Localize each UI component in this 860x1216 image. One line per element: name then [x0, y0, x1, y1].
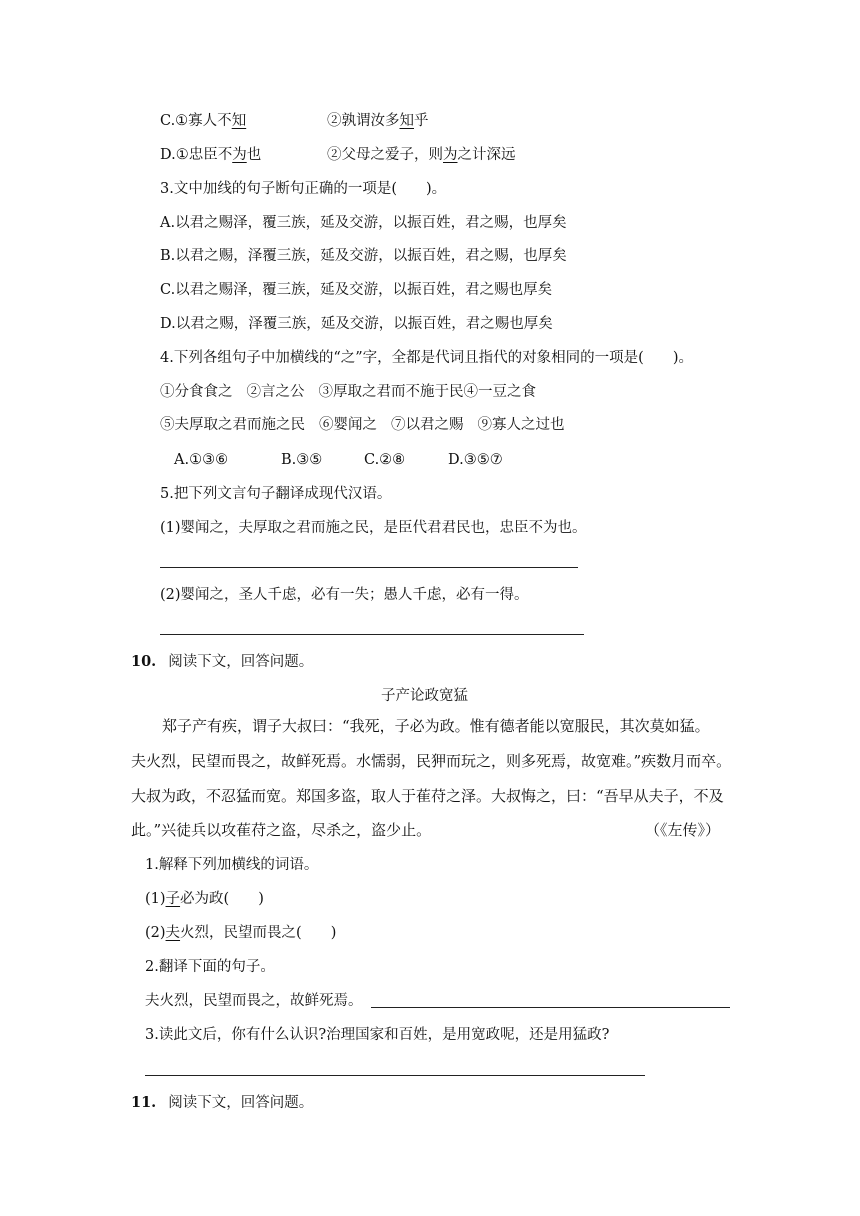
q9-3-stem: 3.文中加线的句子断句正确的一项是( )。	[160, 181, 447, 197]
passage-line: 郑子产有疾，谓子大叔曰：“我死，子必为政。惟有德者能以宽服民，其次莫如猛。	[162, 717, 710, 735]
option-d-line: D.①忠臣不为也 ②父母之爱子，则为之计深远	[160, 147, 516, 163]
question-intro: 阅读下文，回答问题。	[168, 654, 314, 670]
q9-4-stem: 4.下列各组句子中加横线的“之”字，全都是代词且指代的对象相同的一项是( )。	[160, 350, 693, 366]
sentence-item: ③厚取之君而不施于民④一豆之食	[318, 384, 536, 400]
passage-line: 大叔为政，不忍猛而宽。郑国多盗，取人于萑苻之泽。大叔悔之，曰：“吾早从夫子，不及	[131, 787, 724, 805]
q9-5-sentence-2: (2)婴闻之，圣人千虑，必有一失；愚人千虑，必有一得。	[160, 587, 529, 603]
question-intro: 阅读下文，回答问题。	[168, 1095, 314, 1111]
answer-line[interactable]	[145, 1075, 645, 1076]
option-c-part2: ②孰谓汝多知乎	[327, 113, 429, 129]
sentence-item: ⑨寡人之过也	[477, 417, 565, 433]
question-number: 11.	[131, 1094, 157, 1111]
sentence-item: ①分食食之	[160, 384, 233, 400]
q10-2-stem: 2.翻译下面的句子。	[145, 959, 275, 975]
choice-c: C.②⑧	[364, 452, 406, 468]
option-c-part1: C.①寡人不	[160, 113, 232, 129]
answer-line[interactable]	[160, 567, 578, 568]
q9-4-row1	[160, 382, 536, 402]
q10-1-item-2: (2)夫火烈，民望而畏之( )	[145, 925, 337, 941]
question-number: 10.	[131, 653, 157, 670]
choice-a: A.①③⑥	[174, 452, 229, 468]
q9-3-option-b: B.以君之赐，泽覆三族，延及交游，以振百姓，君之赐，也厚矣	[160, 248, 567, 264]
option-c-line	[160, 111, 429, 131]
option-d-part2: ②父母之爱子，则为之计深远	[327, 147, 516, 163]
passage-title: 子产论政宽猛	[381, 688, 468, 704]
passage-line: 夫火烈，民望而畏之，故鲜死焉。水懦弱，民狎而玩之，则多死焉，故宽难。”疾数月而卒。	[131, 752, 732, 770]
sentence-item: ⑦以君之赐	[391, 417, 464, 433]
underlined-word: 知	[231, 113, 247, 129]
passage-source: （《左传》）	[645, 821, 721, 839]
choice-b: B.③⑤	[281, 452, 323, 468]
underlined-word: 知	[399, 113, 414, 129]
underlined-word: 为	[232, 147, 247, 163]
q10-header	[131, 652, 313, 672]
choice-d: D.③⑤⑦	[448, 452, 503, 468]
q9-5-sentence-1: (1)婴闻之，夫厚取之君而施之民，是臣代君君民也，忠臣不为也。	[160, 520, 587, 536]
answer-line[interactable]	[371, 1007, 730, 1008]
q11-header	[131, 1093, 313, 1113]
q10-2-sentence: 夫火烈，民望而畏之，故鲜死焉。	[145, 993, 363, 1009]
q9-3-option-a: A.以君之赐泽，覆三族，延及交游，以振百姓，君之赐，也厚矣	[160, 215, 567, 231]
q10-3-stem: 3.读此文后，你有什么认识?治理国家和百姓，是用宽政呢，还是用猛政?	[145, 1027, 610, 1043]
answer-line[interactable]	[160, 634, 584, 635]
sentence-item: ⑥婴闻之	[319, 417, 377, 433]
q9-3-option-d: D.以君之赐，泽覆三族，延及交游，以振百姓，君之赐也厚矣	[160, 316, 553, 332]
q9-5-stem: 5.把下列文言句子翻译成现代汉语。	[160, 486, 392, 502]
underlined-word: 夫	[165, 925, 181, 941]
underlined-word: 为	[443, 147, 458, 163]
passage-line: 此。”兴徒兵以攻萑苻之盗，尽杀之，盗少止。	[131, 821, 432, 839]
q9-3-option-c: C.以君之赐泽，覆三族，延及交游，以振百姓，君之赐也厚矣	[160, 282, 553, 298]
option-d-part1: D.①忠臣不	[160, 147, 233, 163]
q9-4-row2	[160, 415, 565, 435]
sentence-item: ⑤夫厚取之君而施之民	[160, 417, 305, 433]
sentence-item: ②言之公	[246, 384, 305, 400]
q10-1-stem: 1.解释下列加横线的词语。	[145, 857, 319, 873]
underlined-word: 子	[165, 891, 181, 907]
q10-1-item-1: (1)子必为政( )	[145, 891, 264, 907]
